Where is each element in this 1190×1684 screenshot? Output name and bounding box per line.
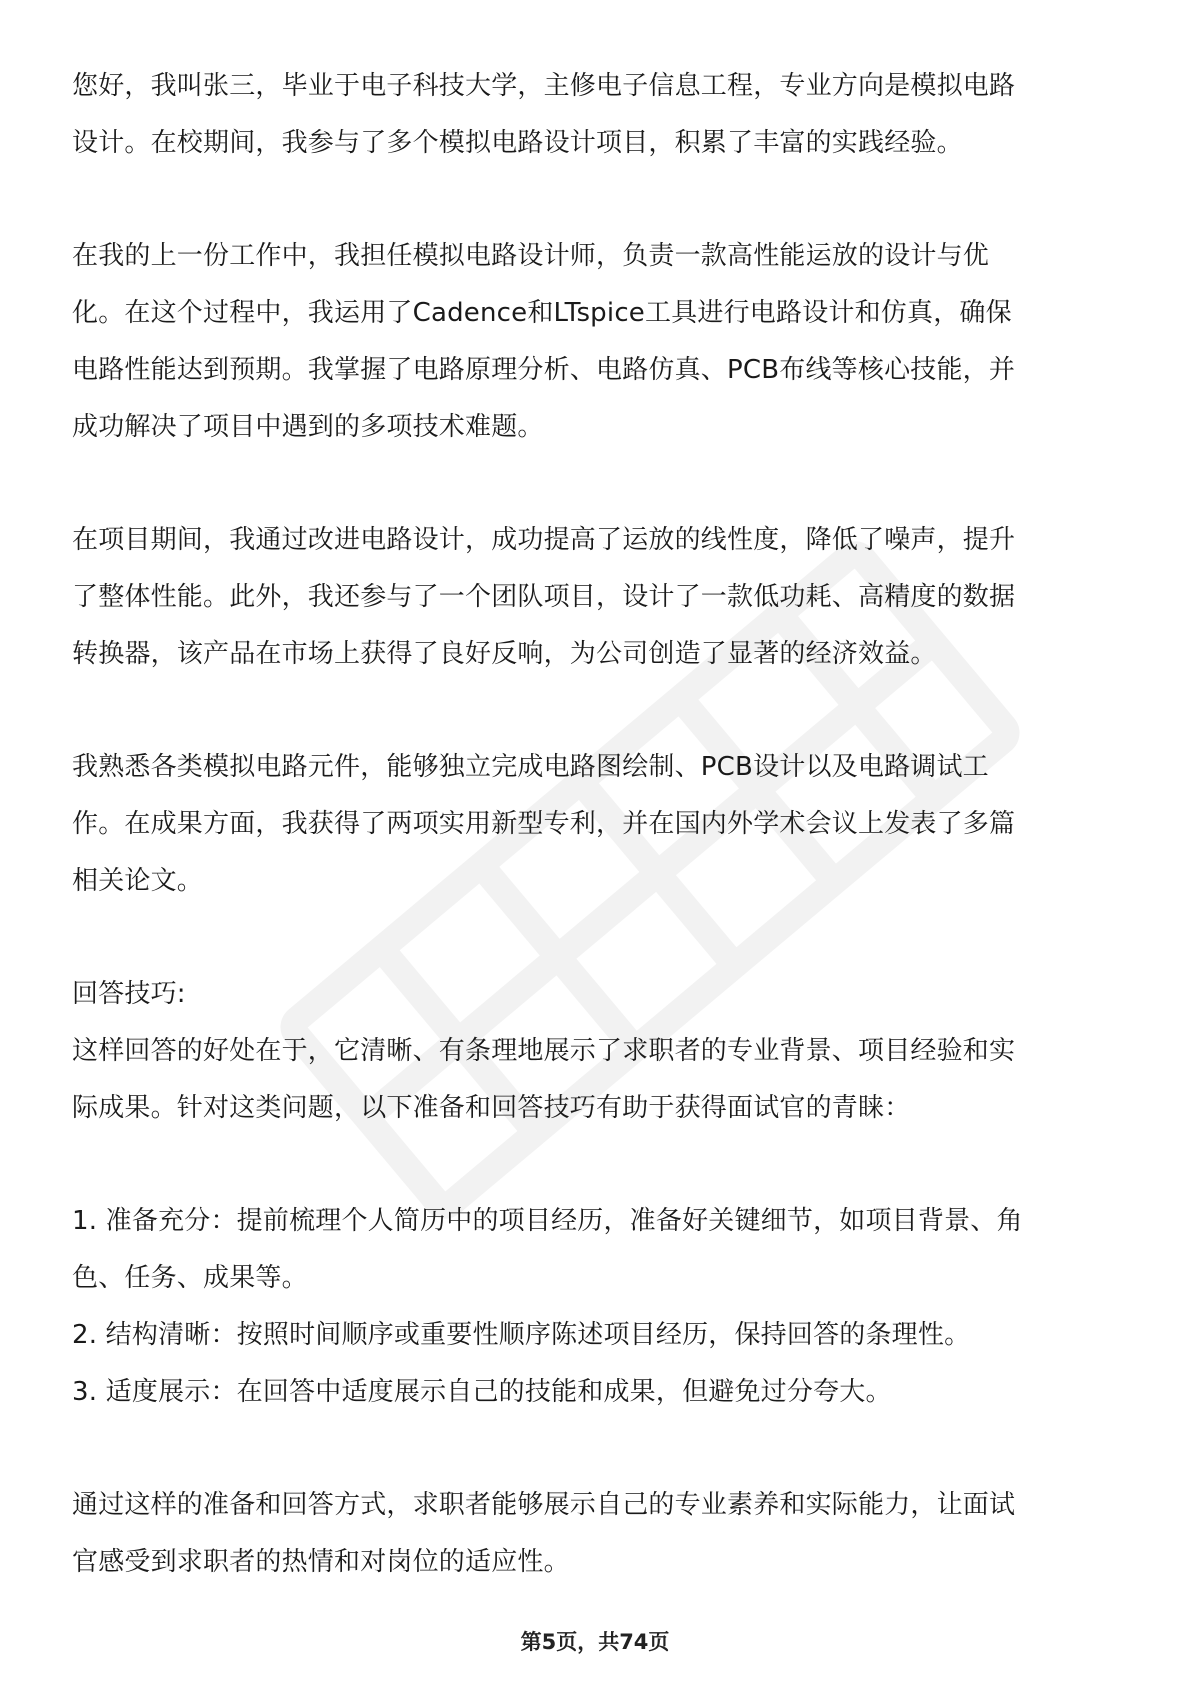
document-body xyxy=(72,58,1118,1591)
tips-list xyxy=(72,1193,1118,1421)
text-line: 您好，我叫张三，毕业于电子科技大学，主修电子信息工程，专业方向是模拟电路 xyxy=(72,71,1016,101)
paragraph-conclusion xyxy=(72,1477,1118,1591)
text-line: 官感受到求职者的热情和对岗位的适应性。 xyxy=(72,1547,570,1577)
text-line: 在项目期间，我通过改进电路设计，成功提高了运放的线性度，降低了噪声，提升 xyxy=(72,525,1016,555)
paragraph-tips xyxy=(72,966,1118,1137)
text-line: 化。在这个过程中，我运用了Cadence和LTspice工具进行电路设计和仿真，确保 xyxy=(72,298,1012,328)
paragraph-skills xyxy=(72,739,1118,910)
list-item: 1. 准备充分：提前梳理个人简历中的项目经历，准备好关键细节，如项目背景、角 xyxy=(72,1206,1023,1236)
text-line: 际成果。针对这类问题，以下准备和回答技巧有助于获得面试官的青睐： xyxy=(72,1093,911,1123)
page-number-footer: 第5页，共74页 xyxy=(520,1630,670,1654)
paragraph-previous-job xyxy=(72,228,1118,456)
text-line: 通过这样的准备和回答方式，求职者能够展示自己的专业素养和实际能力，让面试 xyxy=(72,1490,1016,1520)
text-line: 成功解决了项目中遇到的多项技术难题。 xyxy=(72,412,544,442)
paragraph-intro xyxy=(72,58,1118,172)
paragraph-project xyxy=(72,512,1118,683)
text-line: 作。在成果方面，我获得了两项实用新型专利，并在国内外学术会议上发表了多篇 xyxy=(72,809,1016,839)
list-item: 3. 适度展示：在回答中适度展示自己的技能和成果，但避免过分夸大。 xyxy=(72,1377,892,1407)
text-line: 这样回答的好处在于，它清晰、有条理地展示了求职者的专业背景、项目经验和实 xyxy=(72,1036,1016,1066)
list-item: 色、任务、成果等。 xyxy=(72,1263,308,1293)
text-line: 转换器，该产品在市场上获得了良好反响，为公司创造了显著的经济效益。 xyxy=(72,639,937,669)
list-item: 2. 结构清晰：按照时间顺序或重要性顺序陈述项目经历，保持回答的条理性。 xyxy=(72,1320,971,1350)
text-line: 了整体性能。此外，我还参与了一个团队项目，设计了一款低功耗、高精度的数据 xyxy=(72,582,1016,612)
text-line: 电路性能达到预期。我掌握了电路原理分析、电路仿真、PCB布线等核心技能，并 xyxy=(72,355,1016,385)
text-line: 相关论文。 xyxy=(72,866,204,896)
text-line: 设计。在校期间，我参与了多个模拟电路设计项目，积累了丰富的实践经验。 xyxy=(72,128,963,158)
section-heading: 回答技巧: xyxy=(72,979,186,1009)
text-line: 在我的上一份工作中，我担任模拟电路设计师，负责一款高性能运放的设计与优 xyxy=(72,241,990,271)
text-line: 我熟悉各类模拟电路元件，能够独立完成电路图绘制、PCB设计以及电路调试工 xyxy=(72,752,989,782)
